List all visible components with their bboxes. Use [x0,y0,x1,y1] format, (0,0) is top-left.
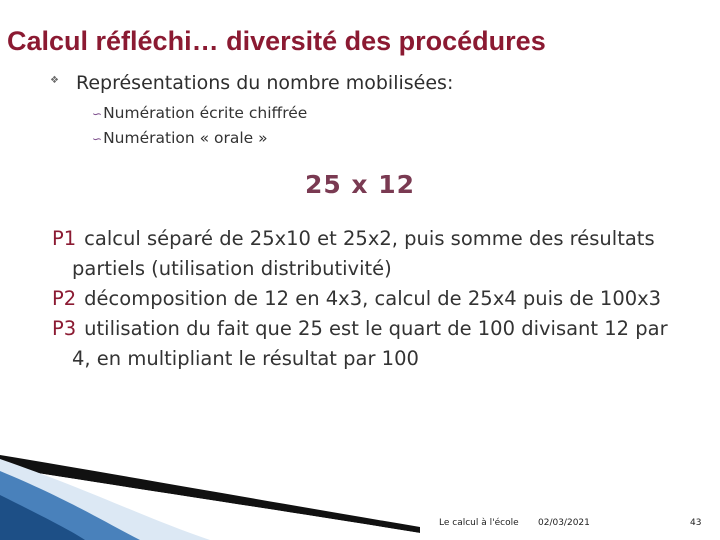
procedure-text: calcul séparé de 25x10 et 25x2, puis somme des résultats partiels (utilisation distributivité) [72,227,655,280]
procedure-text: utilisation du fait que 25 est le quart de 100 divisant 12 par 4, en multipliant le résultat par 100 [72,317,668,370]
procedure-tag: P3 [52,317,77,340]
procedure-tag: P2 [52,287,77,310]
sub-bullet [92,104,307,122]
page-number: 43 [690,518,702,528]
procedure-item [52,224,672,284]
sub-bullet-marker-icon: ∽ [92,107,103,121]
main-bullet-text: Représentations du nombre mobilisées: [76,72,454,94]
sub-bullet [92,129,268,147]
procedure-text: décomposition de 12 en 4x3, calcul de 25x4 puis de 100x3 [84,287,662,310]
sub-bullet-text: Numération écrite chiffrée [103,104,308,122]
decorative-swoosh [0,445,720,540]
footer-title: Le calcul à l'école [439,518,519,528]
procedure-tag: P1 [52,227,77,250]
footer-date: 02/03/2021 [538,518,590,528]
procedure-item [52,284,672,314]
slide-title: Calcul réfléchi… diversité des procédures [7,26,546,56]
procedure-item [52,314,672,374]
multiplication-expression: 25 x 12 [304,170,416,199]
sub-bullet-text: Numération « orale » [103,129,268,147]
procedures-list [52,224,672,374]
bullet-marker-icon: ❖ [50,75,59,86]
sub-bullet-marker-icon: ∽ [92,132,103,146]
